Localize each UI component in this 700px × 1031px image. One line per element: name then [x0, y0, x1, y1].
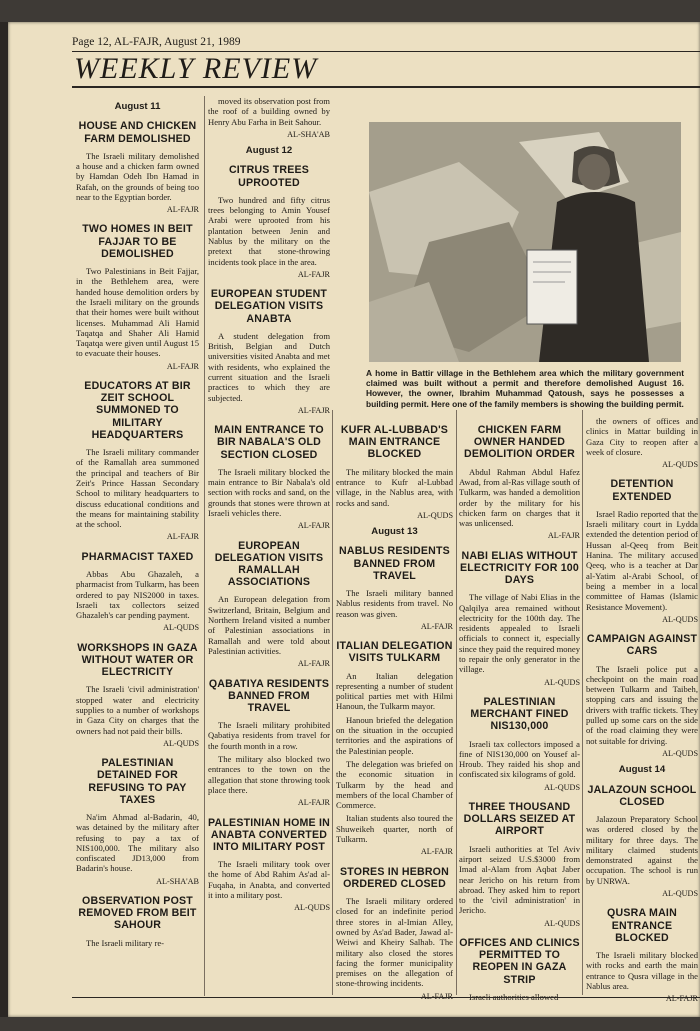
source-credit: AL-FAJR	[166, 532, 199, 542]
article-body: The Israeli police put a checkpoint on the main road between Tulkarm and Taibeh, stopping cars and issuing the drivers with traffic tickets. They pulled up some cars on the side of the road claiming they were not suitable for driving.	[586, 663, 698, 746]
article-body: The Israeli military commander of the Ramallah area summoned the principal and teachers of Bir Zeit's Prince Hassan Secondary School to military headquarters to discuss educational conditions and the means for maintaining stability at the school.	[76, 447, 199, 530]
headline: PHARMACIST TAXED	[81, 550, 194, 563]
article-body: The Israeli military ordered closed for an indefinite period three stores in al-Imian Alley, owned by As'ad Bader, Jawad al-Weiwi and Kheiry Salhab. The military also closed the stores facing the former municipality premises on the allegation of stone-throwing incidents.	[336, 896, 453, 989]
article-body: Israeli tax collectors imposed a fine of NIS130,000 on Yousef al-Hroub. They raided his shop and confiscated six kilograms of gold.	[459, 738, 580, 780]
article-body: Abdul Rahman Abdul Hafez Awad, from al-Ras village south of Tulkarm, was handed a demolition order by the military for his chicken farm on charges that it was unlicensed.	[459, 466, 580, 529]
headline: QABATIYA RESIDENTS BANNED FROM TRAVEL	[208, 677, 330, 714]
headline: CAMPAIGN AGAINST CARS	[586, 633, 698, 658]
article-body: Italian students also toured the Shuweikeh quarter, north of Tulkarm.	[336, 813, 453, 845]
news-photo	[369, 122, 681, 362]
source-credit: AL-FAJR	[297, 659, 330, 669]
article-body: moved its observation post from the roof of a building owned by Henry Abu Farha in Beit Sahour.	[208, 96, 330, 127]
headline: EUROPEAN STUDENT DELEGATION VISITS ANABTA	[210, 288, 328, 325]
article-body: The Israeli 'civil administration' stopped water and electricity supplies to a number of workshops in Gaza City on charges that the owners had not paid their bills.	[76, 684, 199, 736]
headline: EUROPEAN DELEGATION VISITS RAMALLAH ASSOCIATIONS	[214, 539, 324, 589]
headline: THREE THOUSAND DOLLARS SEIZED AT AIRPORT	[463, 801, 576, 838]
source-credit: AL-QUDS	[544, 782, 580, 792]
article-body: The Israeli military prohibited Qabatiya residents from travel for the fourth month in a row.	[208, 720, 330, 751]
source-credit: AL-QUDS	[294, 903, 330, 913]
masthead-title: WEEKLY REVIEW	[74, 52, 318, 85]
source-credit: AL-FAJR	[166, 205, 199, 215]
headline: CITRUS TREES UPROOTED	[228, 164, 310, 189]
headline: MAIN ENTRANCE TO BIR NABALA'S OLD SECTION CLOSED	[214, 424, 324, 461]
article-body: Israeli authorities at Tel Aviv airport seized U.S.$3000 from Imad al-Alam from Aqbat Jaber near Jericho on his return from abroad. They asked him to report to the 'civil administration' in Jericho.	[459, 843, 580, 916]
source-credit: AL-FAJR	[665, 994, 698, 1004]
source-credit: AL-QUDS	[662, 889, 698, 899]
photo-caption: A home in Battir village in the Bethlehem area which the military government claimed was built without a permit and therefore demolished August 16. However, the owner, Ibrahim Muhammad Qatoush, says he possesses a building permit. Here one of the family members is showing the building permit.	[366, 368, 684, 409]
date-heading: August 11	[114, 101, 161, 112]
article-body: The Israeli military blocked the main entrance to Bir Nabala's old section with rocks and sand, on the grounds that stones were thrown at Israeli vehicles there.	[208, 466, 330, 519]
article-body: The military blocked the main entrance to Kufr al-Lubbad village, in the Nablus area, with rocks and sand.	[336, 466, 453, 508]
source-credit: AL-FAJR	[297, 521, 330, 531]
article-body: The Israeli military re-	[86, 937, 165, 948]
headline: CHICKEN FARM OWNER HANDED DEMOLITION ORDER	[464, 424, 575, 461]
article-body: Israeli authorities allowed	[469, 991, 559, 1002]
article-body: The military also blocked two entrances to the town on the allegation that stone throwing took place there.	[208, 754, 330, 795]
article-body: Jalazoun Preparatory School was ordered closed by the military for three days. The military claimed students demonstrated against the occupation. The school is run by UNRWA.	[586, 813, 698, 886]
headline: NABI ELIAS WITHOUT ELECTRICITY FOR 100 DAYS	[460, 549, 579, 587]
column-divider	[582, 410, 583, 995]
source-credit: AL-FAJR	[547, 531, 580, 541]
source-credit: AL-QUDS	[163, 623, 199, 633]
column-5	[586, 416, 698, 1008]
source-credit: AL-FAJR	[420, 847, 453, 857]
source-credit: AL-FAJR	[297, 269, 330, 279]
source-credit: AL-QUDS	[662, 614, 698, 624]
article-body: Hanoun briefed the delegation on the situation in the occupied territories and the aspirations of the Palestinian people.	[336, 714, 453, 756]
article-body: The Israeli military demolished a house and a chicken farm owned by Hamdan Odeh Ibn Hamad in Rafah, on the grounds of being too near to the Egyptian border.	[76, 150, 199, 202]
article-body: The Israeli military blocked with rocks and earth the main entrance to Qusra village in the Nablus area.	[586, 949, 698, 991]
article-body: The delegation was briefed on the economic situation in Tulkarm by the head and members of the local Chamber of Commerce.	[336, 758, 453, 811]
date-heading: August 12	[245, 145, 293, 157]
headline: HOUSE AND CHICKEN FARM DEMOLISHED	[78, 120, 197, 145]
article-body: Two hundred and fifty citrus trees belonging to Amin Yousef Arabi were uprooted from his plantation between Jenin and Nablus by the military on the pretext that stone-throwing incidents took place in the area.	[208, 194, 330, 267]
source-credit: AL-QUDS	[544, 677, 580, 687]
source-credit: AL-QUDS	[544, 918, 580, 928]
article-body: The village of Nabi Elias in the Qalqilya area remained without electricity for the 100th day. The residents appealed to Israeli officials to connect it, especially since they paid the required money to repair the only generator in the village.	[459, 592, 580, 675]
headline: NABLUS RESIDENTS BANNED FROM TRAVEL	[339, 545, 450, 582]
date-heading: August 13	[371, 526, 418, 538]
column-4	[459, 416, 580, 1005]
column-2	[208, 96, 330, 918]
headline: TWO HOMES IN BEIT FAJJAR TO BE DEMOLISHED	[82, 223, 193, 260]
source-credit: AL-QUDS	[662, 460, 698, 470]
headline: QUSRA MAIN ENTRANCE BLOCKED	[607, 907, 677, 944]
column-divider	[456, 410, 457, 995]
source-credit: AL-FAJR	[297, 405, 330, 415]
date-heading: August 14	[618, 764, 666, 776]
headline: PALESTINIAN DETAINED FOR REFUSING TO PAY TAXES	[88, 757, 187, 806]
article-body: An Italian delegation representing a number of student political parties met with Hilmi Hanoun, the Tulkarm mayor.	[336, 670, 453, 712]
source-credit: AL-SHA'AB	[287, 129, 330, 139]
column-divider	[332, 410, 333, 995]
article-body: Abbas Abu Ghazaleh, a pharmacist from Tulkarm, has been ordered to pay NIS2000 in taxes. Israeli tax collectors seized Ghazaleh's car pending payment.	[76, 568, 199, 621]
column-1	[76, 96, 199, 951]
article-body: Na'im Ahmad al-Badarin, 40, was detained by the military after refusing to pay a tax of NIS100,000. The military also confiscated JD13,000 from Badarin's house.	[76, 811, 199, 874]
headline: JALAZOUN SCHOOL CLOSED	[587, 783, 697, 808]
headline: OFFICES AND CLINICS PERMITTED TO REOPEN IN GAZA STRIP	[459, 937, 580, 986]
binding-spine	[0, 22, 8, 1017]
column-divider	[204, 96, 205, 996]
headline: STORES IN HEBRON ORDERED CLOSED	[340, 865, 449, 890]
headline: PALESTINIAN MERCHANT FINED NIS130,000	[470, 695, 569, 733]
page-line: Page 12, AL-FAJR, August 21, 1989	[72, 36, 241, 48]
source-credit: AL-FAJR	[420, 991, 453, 1001]
headline: KUFR AL-LUBBAD'S MAIN ENTRANCE BLOCKED	[340, 424, 449, 461]
source-credit: AL-QUDS	[417, 510, 453, 520]
article-body: A student delegation from British, Belgian and Dutch universities visited Anabta and met with residents, who explained the current situation and the Israeli practices to which they are subjected.	[208, 330, 330, 403]
header-rule-bottom	[72, 86, 700, 88]
article-body: The Israeli military took over the home of Abd Rahim As'ad al-Fuqaha, in Anabta, and converted it into a military post.	[208, 859, 330, 901]
article-body: An European delegation from Switzerland, Britain, Belgium and Northern Ireland visited a number of Palestinian associations in Ramallah and were told about Palestinian activities.	[208, 594, 330, 656]
source-credit: AL-QUDS	[662, 748, 698, 758]
footer-rule	[72, 997, 700, 998]
article-body: the owners of offices and clinics in Mattar building in Gaza City to reopen after a week of closure.	[586, 416, 698, 457]
article-body: Israel Radio reported that the Israeli military court in Lydda extended the detention period of Hussan al-Qeeq from Beit Hanina. The military accused Qeeq, who is a teacher at Dar al-Yatim al-Arabi School, of being a member in a local committee of Hamas (Islamic Resistance Movement).	[586, 508, 698, 612]
source-credit: AL-SHA'AB	[156, 876, 199, 886]
article-body: The Israeli military banned Nablus residents from travel. No reason was given.	[336, 588, 453, 619]
headline: EDUCATORS AT BIR ZEIT SCHOOL SUMMONED TO MILITARY HEADQUARTERS	[84, 380, 191, 441]
source-credit: AL-FAJR	[297, 798, 330, 808]
headline: DETENTION EXTENDED	[610, 478, 674, 503]
source-credit: AL-FAJR	[166, 361, 199, 371]
photo-illustration	[369, 122, 681, 362]
source-credit: AL-FAJR	[420, 621, 453, 631]
column-3	[336, 416, 453, 1006]
article-body: Two Palestinians in Beit Fajjar, in the Bethlehem area, were handed house demolition orders by the Israeli military on the grounds that their homes were built without licenses. Muhammad Ali Hamid Taqatqa and Shaher Ali Hamid Taqatqa were given until August 15 to evacuate their houses.	[76, 266, 199, 359]
headline: OBSERVATION POST REMOVED FROM BEIT SAHOUR	[78, 895, 197, 932]
source-credit: AL-QUDS	[163, 738, 199, 748]
headline: ITALIAN DELEGATION VISITS TULKARM	[336, 640, 453, 665]
headline: WORKSHOPS IN GAZA WITHOUT WATER OR ELECTRICITY	[77, 641, 198, 679]
headline: PALESTINIAN HOME IN ANABTA CONVERTED INTO MILITARY POST	[208, 816, 330, 853]
newspaper-page	[8, 22, 700, 1017]
